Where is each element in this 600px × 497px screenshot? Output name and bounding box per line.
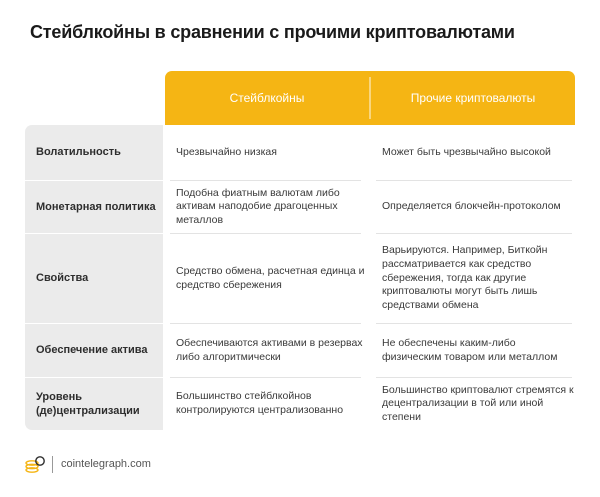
cell-other-properties: Варьируются. Например, Биткойн рассматривается как средство сбережения, тогда как другие криптовалюты могут быть лишь средствами обмена xyxy=(382,244,548,311)
cointelegraph-logo-icon xyxy=(24,454,46,476)
row-label-properties: Свойства xyxy=(36,272,89,285)
cell-stablecoins-properties: Средство обмена, расчетная единца и средство сбережения xyxy=(176,264,365,291)
cell-other-monetary-policy: Определяется блокчейн-протоколом xyxy=(382,200,561,213)
page-title: Стейблкойны в сравнении с прочими криптовалютами xyxy=(30,22,515,42)
cell-other-asset-backing: Не обеспечены каким-либо физическим товаром или металлом xyxy=(382,336,558,363)
column-header-other: Прочие криптовалюты xyxy=(410,91,536,105)
cell-stablecoins-asset-backing: Обеспечиваются активами в резервах либо алгоритмически xyxy=(176,336,363,363)
footer-separator xyxy=(52,456,53,473)
column-header-stablecoins: Стейблкойны xyxy=(229,91,305,105)
row-label-asset-backing: Обеспечение актива xyxy=(36,344,148,357)
footer-source: cointelegraph.com xyxy=(61,458,151,470)
cell-stablecoins-volatility: Чрезвычайно низкая xyxy=(176,145,277,158)
row-label-monetary-policy: Монетарная политика xyxy=(36,200,156,213)
cell-other-decentralization: Большинство криптовалют стремятся к децентрализации в той или иной степени xyxy=(382,383,574,423)
cell-stablecoins-decentralization: Большинство стейблкойнов контролируются централизованно xyxy=(176,390,344,416)
row-label-volatility: Волатильность xyxy=(36,146,121,159)
row-label-decentralization: Уровень (де)централизации xyxy=(36,390,140,417)
row-labels-column xyxy=(25,125,163,430)
table-header xyxy=(165,71,575,125)
cell-other-volatility: Может быть чрезвычайно высокой xyxy=(382,145,551,158)
cell-stablecoins-monetary-policy: Подобна фиатным валютам либо активам наподобие драгоценных металлов xyxy=(176,186,340,226)
